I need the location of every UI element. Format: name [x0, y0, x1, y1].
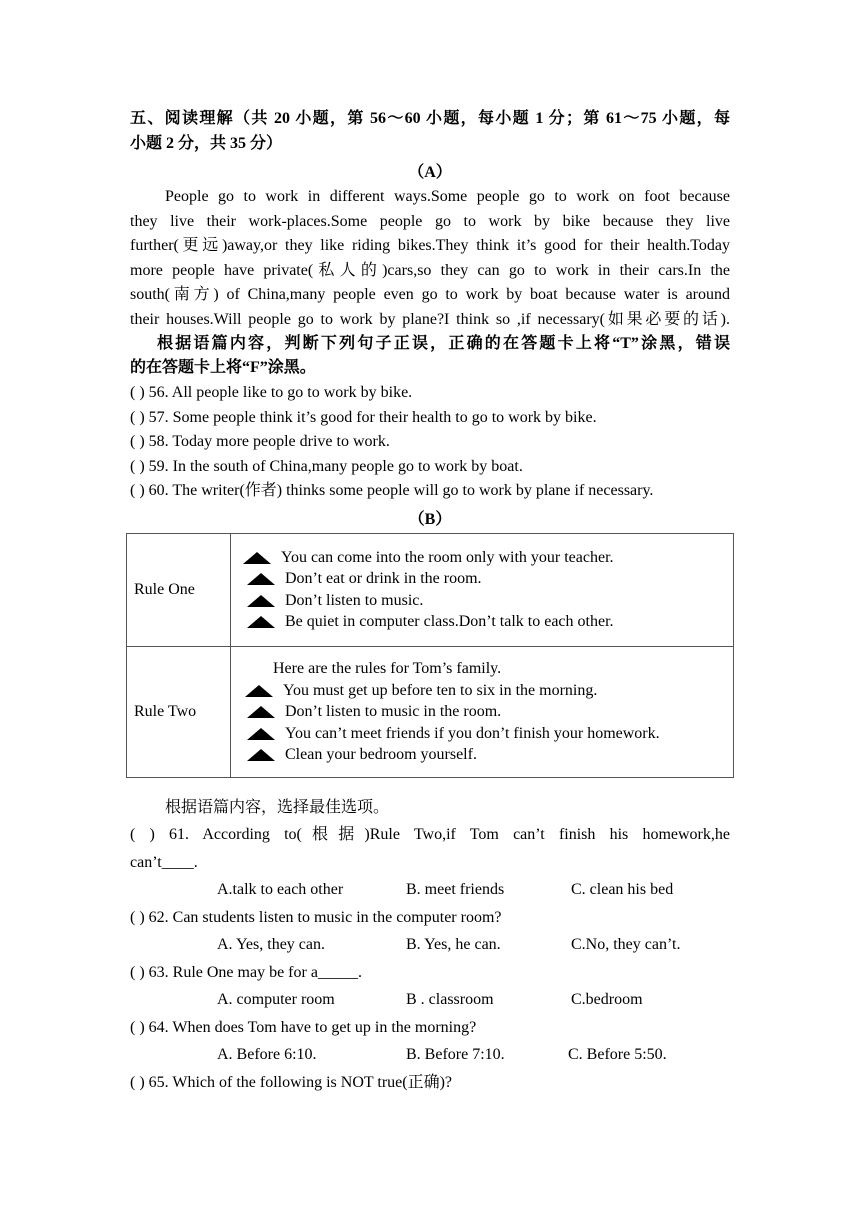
- rule-two-name: Rule Two: [127, 647, 231, 778]
- rule-one-name: Rule One: [127, 534, 231, 647]
- q61-option-a: A.talk to each other: [217, 881, 344, 898]
- question-57: ( ) 57. Some people think it’s good for their health to go to work by bike.: [130, 409, 597, 426]
- question-60: ( ) 60. The writer(作者) thinks some people will go to work by plane if necessary.: [130, 482, 654, 499]
- question-58: ( ) 58. Today more people drive to work.: [130, 433, 390, 450]
- rule-one-item-2: [243, 569, 733, 591]
- question-61-line1: ( ) 61. According to(根据)Rule Two,if Tom can’t finish his homework,he: [130, 826, 730, 843]
- triangle-icon: [247, 728, 275, 740]
- rule-two-item-1: [243, 680, 733, 702]
- section-title-line2: 小题 2 分，共 35 分）: [130, 135, 283, 152]
- q62-option-a: A. Yes, they can.: [217, 936, 325, 953]
- rule-two-row: [127, 647, 734, 778]
- rule-two-item-3: [243, 723, 733, 745]
- rule-item-text: You can’t meet friends if you don’t finish your homework.: [285, 724, 660, 742]
- rule-one-row: [127, 534, 734, 647]
- question-61-line2: can’t____.: [130, 854, 198, 871]
- question-62: ( ) 62. Can students listen to music in the computer room?: [130, 909, 502, 926]
- q61-option-c: C. clean his bed: [571, 881, 674, 898]
- rule-two-item-4: [243, 744, 733, 766]
- q63-option-a: A. computer room: [217, 991, 335, 1008]
- question-56: ( ) 56. All people like to go to work by bike.: [130, 384, 413, 401]
- triangle-icon: [247, 595, 275, 607]
- triangle-icon: [243, 552, 271, 564]
- q63-option-c: C.bedroom: [571, 991, 643, 1008]
- part-b-instruction: 根据语篇内容，选择最佳选项。: [165, 799, 390, 816]
- q64-option-b: B. Before 7:10.: [406, 1046, 505, 1063]
- rules-table: [126, 533, 734, 778]
- part-a-heading: （A）: [408, 164, 452, 181]
- q62-option-c: C.No, they can’t.: [571, 936, 681, 953]
- q63-option-b: B . classroom: [406, 991, 494, 1008]
- passage-line-4: more people have private(私人的)cars,so they can go to work in their cars.In the: [130, 262, 730, 279]
- rule-item-text: Don’t listen to music.: [285, 591, 424, 609]
- triangle-icon: [247, 616, 275, 628]
- passage-line-1: People go to work in different ways.Some people go to work on foot because: [165, 188, 730, 205]
- part-a-instruction-line1: 根据语篇内容，判断下列句子正误，正确的在答题卡上将“T”涂黑，错误: [157, 335, 730, 352]
- passage-line-6: their houses.Will people go to work by plane?I think so ,if necessary(如果必要的话).: [130, 311, 730, 328]
- rule-one-item-1: [243, 547, 733, 569]
- passage-line-2: they live their work-places.Some people go to work by bike because they live: [130, 213, 730, 230]
- triangle-icon: [247, 706, 275, 718]
- q62-option-b: B. Yes, he can.: [406, 936, 501, 953]
- rule-item-text: Don’t listen to music in the room.: [285, 703, 502, 720]
- q64-option-a: A. Before 6:10.: [217, 1046, 317, 1063]
- rule-item-text: You can come into the room only with your teacher.: [281, 548, 614, 566]
- question-63: ( ) 63. Rule One may be for a_____.: [130, 964, 362, 981]
- rule-one-item-3: [243, 590, 733, 612]
- part-a-instruction-line2: 的在答题卡上将“F”涂黑。: [130, 359, 316, 376]
- rule-item-text: Don’t eat or drink in the room.: [285, 570, 482, 588]
- rule-two-intro: Here are the rules for Tom’s family.: [273, 660, 502, 677]
- part-b-heading: （B）: [408, 511, 452, 528]
- triangle-icon: [247, 749, 275, 761]
- rule-two-items: [231, 647, 734, 778]
- rule-item-text: Clean your bedroom yourself.: [285, 746, 477, 763]
- triangle-icon: [247, 573, 275, 585]
- q64-option-c: C. Before 5:50.: [568, 1046, 667, 1063]
- section-title-line1: 五、阅读理解（共 20 小题，第 56～60 小题，每小题 1 分；第 61～75 小题，每: [130, 110, 730, 127]
- rule-two-item-2: [243, 701, 733, 723]
- q61-option-b: B. meet friends: [406, 881, 505, 898]
- triangle-icon: [245, 685, 273, 697]
- passage-line-3: further(更远)away,or they like riding bikes.They think it’s good for their health.Today: [130, 237, 730, 254]
- question-64: ( ) 64. When does Tom have to get up in the morning?: [130, 1019, 477, 1036]
- question-65: ( ) 65. Which of the following is NOT true(正确)?: [130, 1074, 453, 1091]
- passage-line-5: south(南方) of China,many people even go to work by boat because water is around: [130, 286, 730, 303]
- question-59: ( ) 59. In the south of China,many people go to work by boat.: [130, 458, 523, 475]
- rule-item-text: Be quiet in computer class.Don’t talk to each other.: [285, 613, 614, 631]
- rule-one-item-4: [243, 612, 733, 634]
- rule-one-items: [231, 534, 734, 647]
- rule-item-text: You must get up before ten to six in the morning.: [283, 681, 598, 699]
